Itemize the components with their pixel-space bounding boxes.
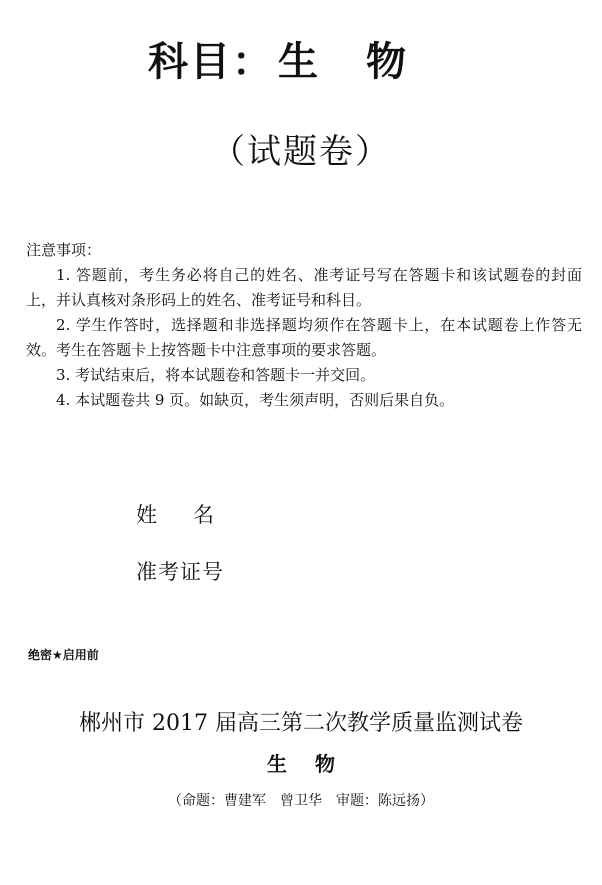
secret-label: 绝密★启用前 [28,648,99,662]
exam-subject: 生物 [267,752,363,776]
notice-heading: 注意事项： [26,241,102,259]
notice-item: 2. 学生作答时，选择题和非选择题均须作在答题卡上，在本试题卷上作答无效。考生在答题卡上按答题卡中注意事项的要求答题。 [26,316,582,359]
name-field-label [136,501,250,529]
exam-credits: （命题：曹建军 曾卫华 审题：陈远扬） [168,793,434,809]
exam-title: 郴州市 2017 届高三第二次教学质量监测试卷 [79,711,523,736]
cover-subject: 生物 [278,39,454,85]
exam-id-field-label: 准考证号 [136,560,224,584]
notice-item: 1. 答题前，考生务必将自己的姓名、准考证号写在答题卡和该试题卷的封面上，并认真核对条形码上的姓名、准考证号和科目。 [26,266,582,309]
notice-item: 4. 本试题卷共 9 页。如缺页，考生须声明，否则后果自负。 [56,391,455,409]
cover-title-prefix: 科目： [148,39,274,85]
cover-subtitle: （试题卷） [211,132,391,172]
cover-title [0,38,602,86]
notice-item: 3. 考试结束后，将本试题卷和答题卡一并交回。 [56,366,376,384]
notice-section [26,238,582,413]
name-label-text: 姓名 [136,503,250,527]
